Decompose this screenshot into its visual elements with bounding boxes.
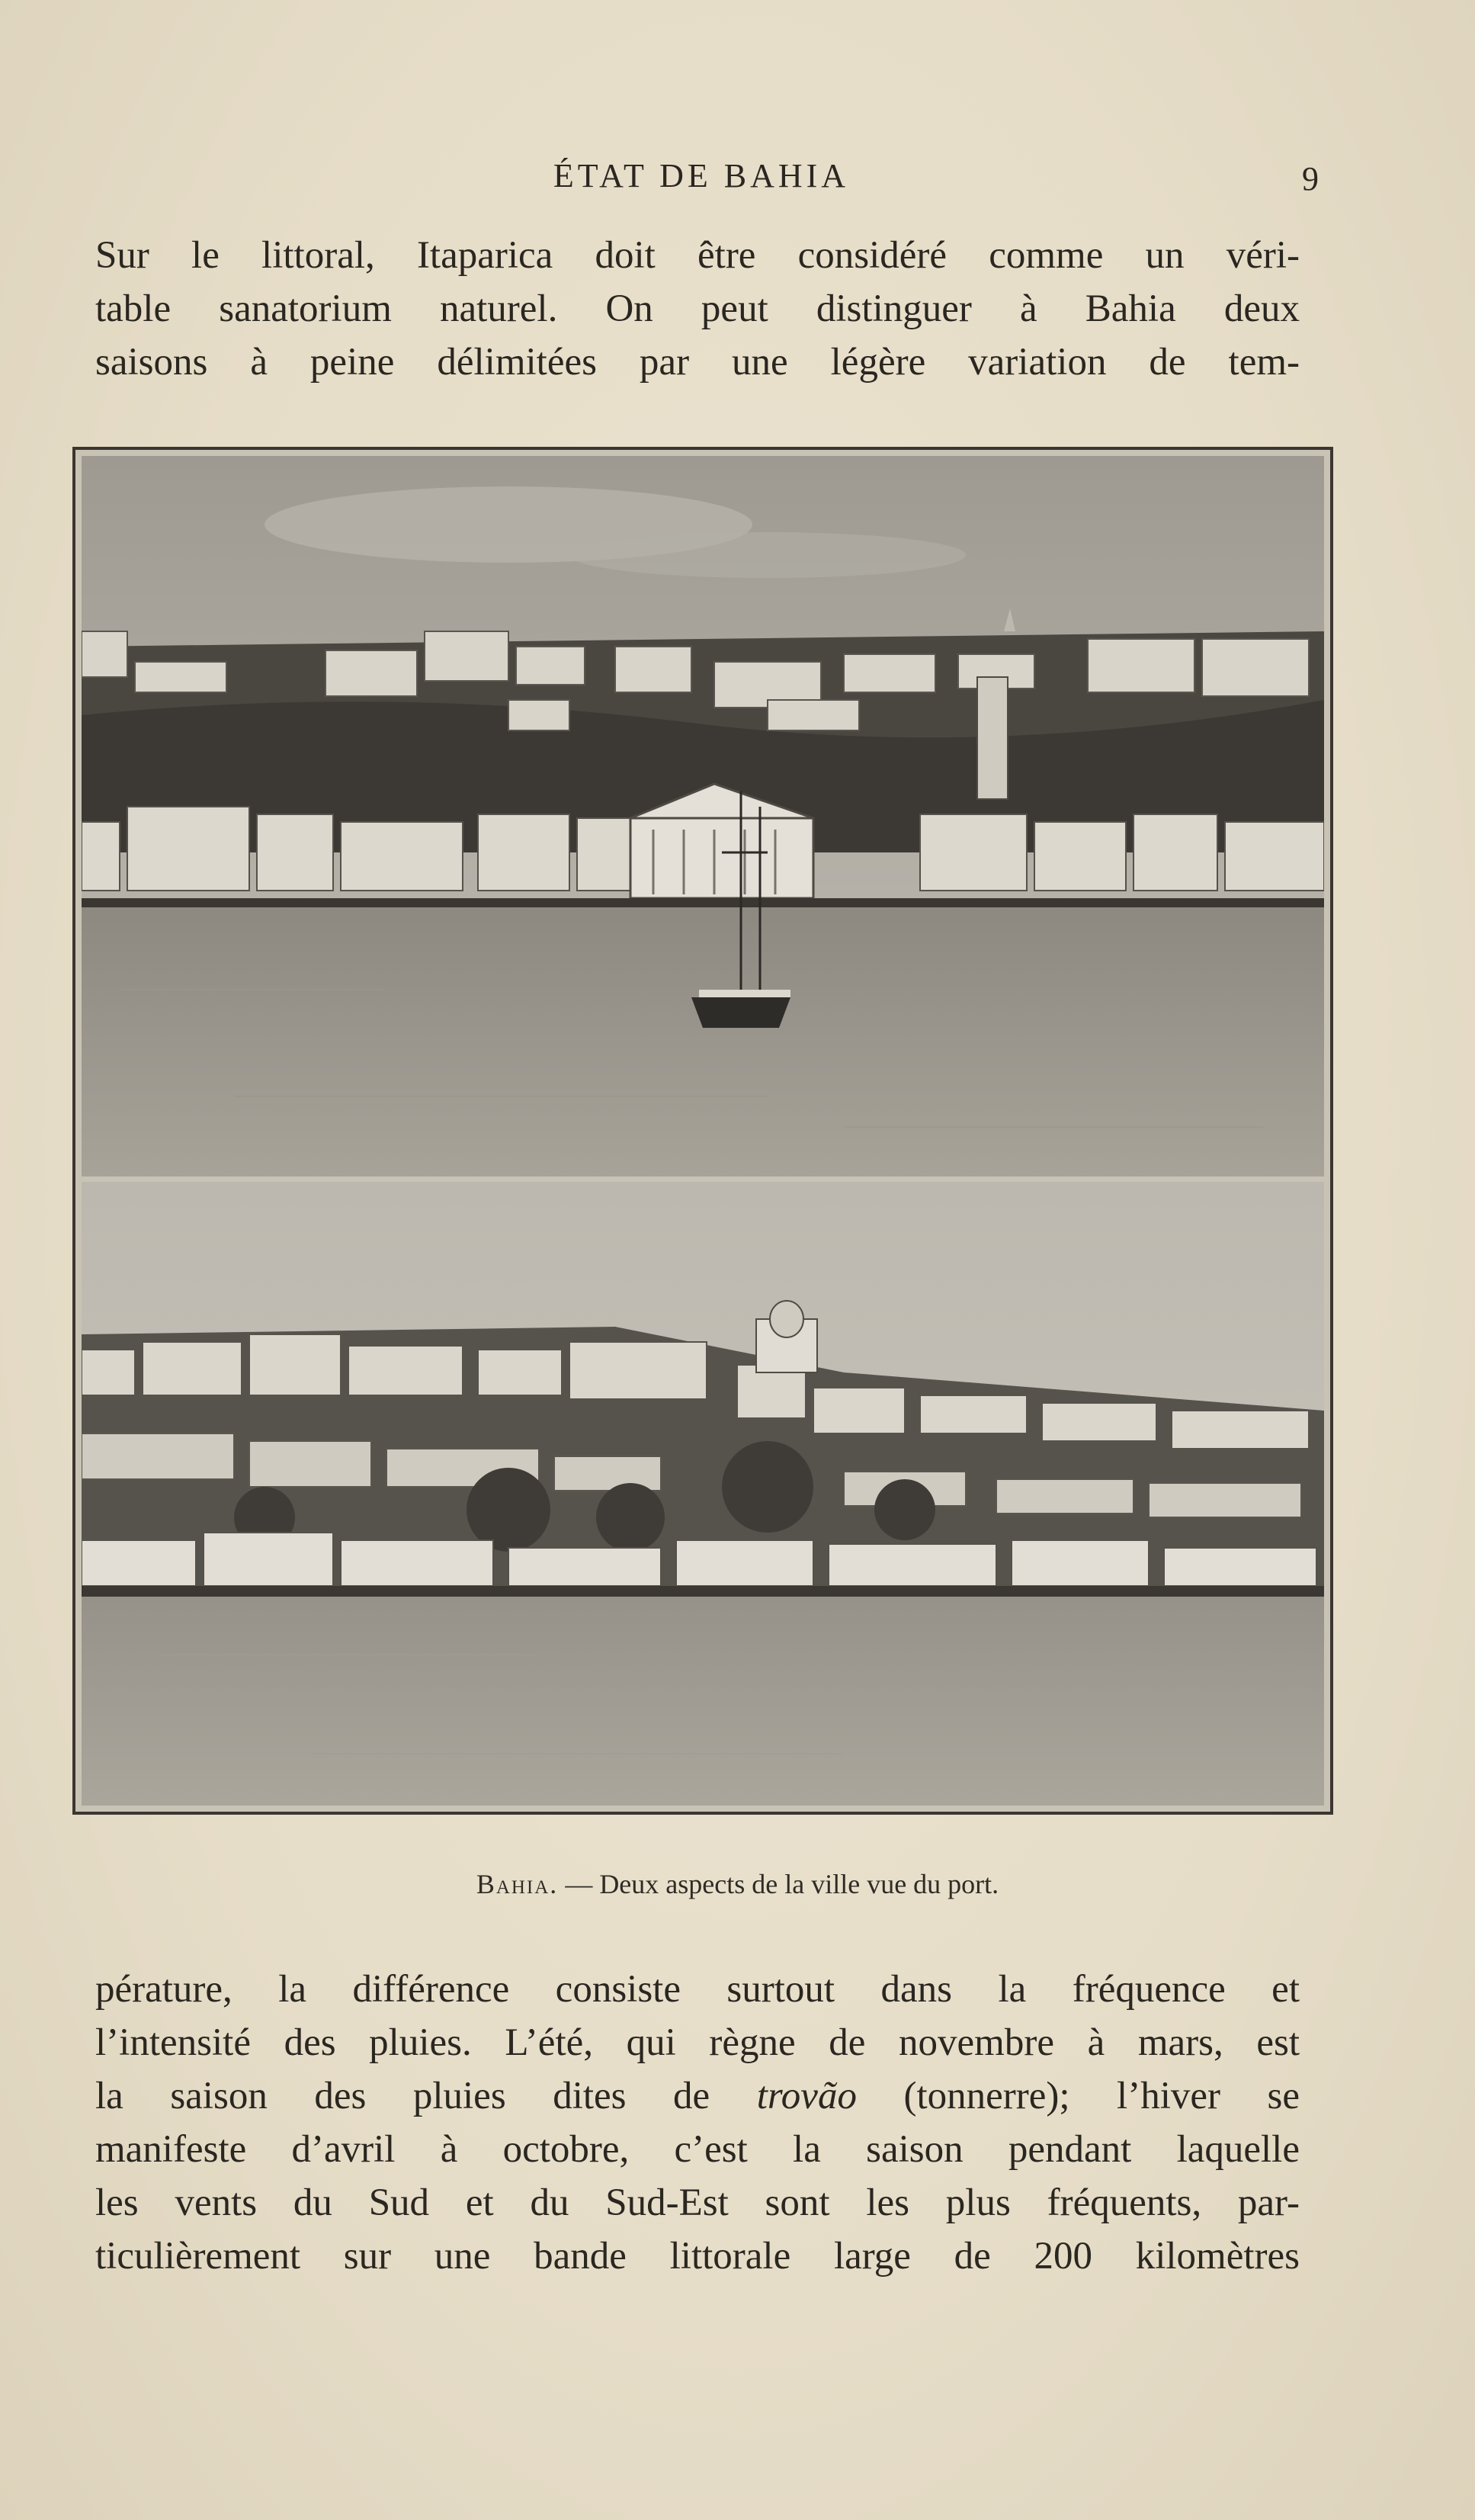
text-line: manifeste d’avril à octobre, c’est la saison pendant laquelle — [95, 2128, 1300, 2171]
page-number: 9 — [1302, 160, 1319, 197]
text-line-with-italic — [95, 2069, 1300, 2123]
page-header — [91, 156, 1319, 202]
photo-plate — [72, 447, 1333, 1815]
harbor-photo-lower — [82, 1182, 1324, 1806]
text-line: pérature, la différence consiste surtout dans la fréquence et — [95, 1968, 1300, 2011]
text-line: saisons à peine délimitées par une légère variation de tem- — [95, 341, 1300, 384]
text-line: l’intensité des pluies. L’été, qui règne de novembre à mars, est — [95, 2021, 1300, 2064]
text-line: table sanatorium naturel. On peut distinguer à Bahia deux — [95, 287, 1300, 330]
paragraph-top — [95, 229, 1300, 389]
text-segment: la saison des pluies dites de — [95, 2075, 757, 2117]
harbor-photo-upper — [82, 456, 1324, 1177]
figure-caption — [0, 1868, 1475, 1900]
caption-place: Bahia. — [476, 1869, 559, 1899]
paragraph-bottom — [95, 1963, 1300, 2283]
caption-text: — Deux aspects de la ville vue du port. — [558, 1869, 999, 1899]
text-segment: (tonnerre); l’hiver se — [856, 2075, 1300, 2117]
italic-term: trovão — [756, 2075, 857, 2117]
running-head: ÉTAT DE BAHIA — [553, 157, 850, 194]
text-line: Sur le littoral, Itaparica doit être considéré comme un véri- — [95, 234, 1300, 277]
text-line: les vents du Sud et du Sud-Est sont les plus fréquents, par- — [95, 2181, 1300, 2224]
text-line: ticulièrement sur une bande littorale large de 200 kilomètres — [95, 2235, 1300, 2278]
